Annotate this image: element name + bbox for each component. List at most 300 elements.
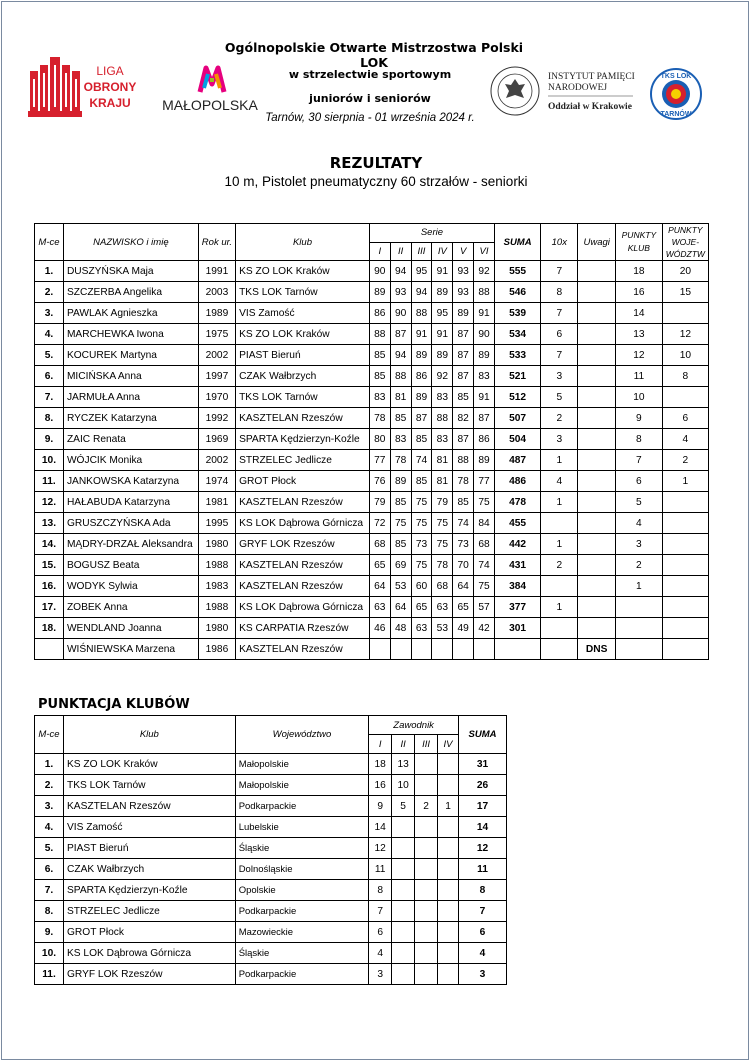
series-score-cell bbox=[453, 639, 474, 660]
col-region-points bbox=[662, 224, 708, 261]
club-cell: TKS LOK Tarnów bbox=[236, 282, 370, 303]
club-points-cell: 6 bbox=[616, 471, 663, 492]
club-cell: KS ZO LOK Kraków bbox=[236, 324, 370, 345]
club-points-cell: 2 bbox=[616, 555, 663, 576]
tens-cell: 4 bbox=[541, 471, 578, 492]
table-row bbox=[35, 471, 709, 492]
clubs-col-place: M-ce bbox=[35, 716, 64, 754]
table-row bbox=[35, 324, 709, 345]
notes-cell bbox=[578, 513, 616, 534]
year-cell: 1988 bbox=[198, 597, 235, 618]
club-cell: KS LOK Dąbrowa Górnicza bbox=[63, 943, 235, 964]
series-score-cell: 91 bbox=[474, 387, 495, 408]
series-score-cell: 83 bbox=[390, 429, 411, 450]
club-cell: PIAST Bieruń bbox=[236, 345, 370, 366]
series-score-cell: 74 bbox=[474, 555, 495, 576]
tens-cell: 8 bbox=[541, 282, 578, 303]
name-cell: JARMUŁA Anna bbox=[63, 387, 198, 408]
player-points-cell: 8 bbox=[369, 880, 392, 901]
place-cell: 8. bbox=[35, 901, 64, 922]
series-score-cell: 87 bbox=[453, 366, 474, 387]
table-row bbox=[35, 576, 709, 597]
series-score-cell: 42 bbox=[474, 618, 495, 639]
club-points-cell: 13 bbox=[616, 324, 663, 345]
player-points-cell bbox=[392, 901, 415, 922]
player-points-cell bbox=[438, 880, 459, 901]
series-score-cell: 60 bbox=[411, 576, 432, 597]
player-points-cell bbox=[392, 880, 415, 901]
sum-cell: 455 bbox=[494, 513, 540, 534]
table-row bbox=[35, 555, 709, 576]
club-points-cell: 8 bbox=[616, 429, 663, 450]
place-cell: 7. bbox=[35, 387, 64, 408]
tens-cell: 1 bbox=[541, 534, 578, 555]
club-cell: KASZTELAN Rzeszów bbox=[236, 555, 370, 576]
player-points-cell bbox=[415, 754, 438, 775]
col-series: Serie bbox=[369, 224, 494, 243]
player-points-cell bbox=[438, 964, 459, 985]
series-score-cell bbox=[474, 639, 495, 660]
sum-cell: 504 bbox=[494, 429, 540, 450]
player-points-cell: 16 bbox=[369, 775, 392, 796]
series-score-cell: 89 bbox=[432, 345, 453, 366]
sum-cell: 31 bbox=[459, 754, 507, 775]
club-cell: GRYF LOK Rzeszów bbox=[236, 534, 370, 555]
table-row bbox=[35, 775, 507, 796]
club-points-cell: 18 bbox=[616, 261, 663, 282]
player-points-cell bbox=[438, 838, 459, 859]
series-score-cell: 85 bbox=[453, 492, 474, 513]
club-cell: TKS LOK Tarnów bbox=[63, 775, 235, 796]
sum-cell: 533 bbox=[494, 345, 540, 366]
region-points-cell bbox=[662, 387, 708, 408]
club-cell: CZAK Wałbrzych bbox=[63, 859, 235, 880]
col-place: M-ce bbox=[35, 224, 64, 261]
sum-cell: 12 bbox=[459, 838, 507, 859]
place-cell: 16. bbox=[35, 576, 64, 597]
series-label-5: V bbox=[453, 242, 474, 261]
player-points-cell bbox=[415, 901, 438, 922]
region-points-cell: 4 bbox=[662, 429, 708, 450]
notes-cell bbox=[578, 555, 616, 576]
liga-obrony-kraju-logo bbox=[28, 57, 136, 117]
sum-cell: 26 bbox=[459, 775, 507, 796]
series-score-cell: 85 bbox=[369, 345, 390, 366]
club-cell: PIAST Bieruń bbox=[63, 838, 235, 859]
year-cell: 1992 bbox=[198, 408, 235, 429]
results-table bbox=[34, 223, 709, 660]
sum-cell: 8 bbox=[459, 880, 507, 901]
region-points-cell: 8 bbox=[662, 366, 708, 387]
name-cell: WODYK Sylwia bbox=[63, 576, 198, 597]
tens-cell: 7 bbox=[541, 303, 578, 324]
notes-cell bbox=[578, 408, 616, 429]
series-score-cell: 93 bbox=[453, 282, 474, 303]
series-score-cell: 53 bbox=[390, 576, 411, 597]
series-score-cell: 81 bbox=[432, 471, 453, 492]
series-score-cell: 77 bbox=[474, 471, 495, 492]
region-points-cell bbox=[662, 303, 708, 324]
club-points-cell bbox=[616, 618, 663, 639]
col-club: Klub bbox=[236, 224, 370, 261]
table-row bbox=[35, 345, 709, 366]
player-points-cell: 1 bbox=[438, 796, 459, 817]
name-cell: PAWLAK Agnieszka bbox=[63, 303, 198, 324]
series-score-cell: 95 bbox=[411, 261, 432, 282]
table-row bbox=[35, 943, 507, 964]
series-score-cell: 89 bbox=[432, 282, 453, 303]
name-cell: WIŚNIEWSKA Marzena bbox=[63, 639, 198, 660]
tens-cell: 6 bbox=[541, 324, 578, 345]
series-score-cell: 88 bbox=[432, 408, 453, 429]
series-score-cell: 82 bbox=[453, 408, 474, 429]
series-score-cell: 86 bbox=[411, 366, 432, 387]
club-cell: KASZTELAN Rzeszów bbox=[236, 408, 370, 429]
club-cell: KASZTELAN Rzeszów bbox=[236, 639, 370, 660]
col-sum: SUMA bbox=[494, 224, 540, 261]
place-cell: 12. bbox=[35, 492, 64, 513]
region-points-cell bbox=[662, 639, 708, 660]
liga-text: LIGA bbox=[96, 64, 124, 78]
place-cell: 4. bbox=[35, 817, 64, 838]
clubs-col-players: Zawodnik bbox=[369, 716, 459, 735]
notes-cell bbox=[578, 303, 616, 324]
notes-cell bbox=[578, 387, 616, 408]
results-heading: REZULTATY bbox=[329, 154, 423, 172]
series-score-cell bbox=[369, 639, 390, 660]
series-score-cell: 92 bbox=[474, 261, 495, 282]
kraju-text: KRAJU bbox=[89, 96, 131, 110]
series-score-cell: 79 bbox=[432, 492, 453, 513]
series-score-cell: 89 bbox=[474, 450, 495, 471]
tens-cell: 1 bbox=[541, 450, 578, 471]
year-cell: 1986 bbox=[198, 639, 235, 660]
region-points-cell bbox=[662, 555, 708, 576]
place-cell: 2. bbox=[35, 775, 64, 796]
club-cell: KASZTELAN Rzeszów bbox=[63, 796, 235, 817]
series-score-cell: 90 bbox=[390, 303, 411, 324]
series-score-cell: 91 bbox=[411, 324, 432, 345]
player-points-cell bbox=[438, 859, 459, 880]
sum-cell: 512 bbox=[494, 387, 540, 408]
tks-top-text: TKS LOK bbox=[660, 73, 692, 80]
malopolska-text: MAŁOPOLSKA bbox=[162, 97, 258, 113]
table-row bbox=[35, 597, 709, 618]
series-score-cell: 85 bbox=[411, 471, 432, 492]
place-cell: 9. bbox=[35, 922, 64, 943]
series-score-cell bbox=[390, 639, 411, 660]
tens-cell bbox=[541, 639, 578, 660]
club-cell: KASZTELAN Rzeszów bbox=[236, 492, 370, 513]
place-cell: 3. bbox=[35, 303, 64, 324]
club-cell: STRZELEC Jedlicze bbox=[236, 450, 370, 471]
table-row bbox=[35, 922, 507, 943]
series-score-cell: 63 bbox=[411, 618, 432, 639]
series-score-cell: 49 bbox=[453, 618, 474, 639]
club-points-cell: 4 bbox=[616, 513, 663, 534]
series-score-cell: 87 bbox=[453, 429, 474, 450]
series-score-cell: 69 bbox=[390, 555, 411, 576]
club-cell: KS CARPATIA Rzeszów bbox=[236, 618, 370, 639]
ipn-logo bbox=[488, 65, 638, 117]
club-points-cell: 16 bbox=[616, 282, 663, 303]
series-score-cell: 64 bbox=[390, 597, 411, 618]
series-score-cell: 88 bbox=[411, 303, 432, 324]
sum-cell: 431 bbox=[494, 555, 540, 576]
place-cell: 1. bbox=[35, 261, 64, 282]
club-cell: GROT Płock bbox=[63, 922, 235, 943]
series-score-cell: 74 bbox=[453, 513, 474, 534]
sum-cell: 14 bbox=[459, 817, 507, 838]
sum-cell: 534 bbox=[494, 324, 540, 345]
series-score-cell: 73 bbox=[453, 534, 474, 555]
series-score-cell: 75 bbox=[474, 492, 495, 513]
clubs-table bbox=[34, 715, 507, 985]
series-score-cell: 94 bbox=[411, 282, 432, 303]
club-cell: SPARTA Kędzierzyn-Koźle bbox=[63, 880, 235, 901]
series-score-cell: 75 bbox=[411, 492, 432, 513]
place-cell: 18. bbox=[35, 618, 64, 639]
player-points-cell bbox=[415, 817, 438, 838]
player-points-cell: 4 bbox=[369, 943, 392, 964]
series-score-cell: 87 bbox=[411, 408, 432, 429]
col-club-points bbox=[616, 224, 663, 261]
table-row bbox=[35, 261, 709, 282]
series-score-cell: 83 bbox=[474, 366, 495, 387]
region-points-cell: 12 bbox=[662, 324, 708, 345]
name-cell: JANKOWSKA Katarzyna bbox=[63, 471, 198, 492]
player-points-cell bbox=[438, 754, 459, 775]
event-title: Ogólnopolskie Otwarte Mistrzostwa Polski LOK bbox=[224, 40, 524, 70]
series-score-cell: 88 bbox=[369, 324, 390, 345]
series-score-cell: 90 bbox=[474, 324, 495, 345]
series-score-cell: 85 bbox=[390, 408, 411, 429]
name-cell: MĄDRY-DRZAŁ Aleksandra bbox=[63, 534, 198, 555]
notes-cell bbox=[578, 576, 616, 597]
region-cell: Śląskie bbox=[235, 943, 369, 964]
series-score-cell: 88 bbox=[453, 450, 474, 471]
player-label-1: I bbox=[369, 735, 392, 754]
player-points-cell bbox=[415, 964, 438, 985]
place-cell: 5. bbox=[35, 838, 64, 859]
sum-cell: 384 bbox=[494, 576, 540, 597]
results-subheading: 10 m, Pistolet pneumatyczny 60 strzałów - seniorki bbox=[224, 174, 528, 189]
year-cell: 1988 bbox=[198, 555, 235, 576]
notes-cell bbox=[578, 324, 616, 345]
region-points-cell bbox=[662, 597, 708, 618]
place-cell: 7. bbox=[35, 880, 64, 901]
table-row bbox=[35, 492, 709, 513]
player-points-cell bbox=[438, 901, 459, 922]
region-points-cell bbox=[662, 618, 708, 639]
year-cell: 1980 bbox=[198, 618, 235, 639]
player-label-4: IV bbox=[438, 735, 459, 754]
series-score-cell: 74 bbox=[411, 450, 432, 471]
series-score-cell: 80 bbox=[369, 429, 390, 450]
series-score-cell: 65 bbox=[453, 597, 474, 618]
region-points-cell: 15 bbox=[662, 282, 708, 303]
club-points-cell: 3 bbox=[616, 534, 663, 555]
region-points-cell bbox=[662, 513, 708, 534]
event-date: Tarnów, 30 sierpnia - 01 września 2024 r. bbox=[265, 112, 475, 124]
series-score-cell: 75 bbox=[432, 513, 453, 534]
player-points-cell bbox=[415, 943, 438, 964]
table-row bbox=[35, 817, 507, 838]
tens-cell: 1 bbox=[541, 492, 578, 513]
series-score-cell: 91 bbox=[432, 324, 453, 345]
region-cell: Podkarpackie bbox=[235, 901, 369, 922]
series-score-cell: 89 bbox=[390, 471, 411, 492]
region-points-cell: 1 bbox=[662, 471, 708, 492]
name-cell: GRUSZCZYŃSKA Ada bbox=[63, 513, 198, 534]
place-cell: 5. bbox=[35, 345, 64, 366]
series-score-cell: 85 bbox=[390, 534, 411, 555]
place-cell: 15. bbox=[35, 555, 64, 576]
series-score-cell: 57 bbox=[474, 597, 495, 618]
series-score-cell: 78 bbox=[369, 408, 390, 429]
place-cell: 9. bbox=[35, 429, 64, 450]
region-cell: Podkarpackie bbox=[235, 796, 369, 817]
club-points-cell: 5 bbox=[616, 492, 663, 513]
series-score-cell: 77 bbox=[369, 450, 390, 471]
place-cell: 11. bbox=[35, 964, 64, 985]
name-cell: WÓJCIK Monika bbox=[63, 450, 198, 471]
sum-cell: 4 bbox=[459, 943, 507, 964]
year-cell: 1975 bbox=[198, 324, 235, 345]
series-score-cell: 75 bbox=[474, 576, 495, 597]
series-score-cell: 83 bbox=[432, 387, 453, 408]
region-points-label-2: WOJE- bbox=[671, 237, 700, 247]
sum-cell: 442 bbox=[494, 534, 540, 555]
tens-cell: 2 bbox=[541, 408, 578, 429]
series-score-cell bbox=[432, 639, 453, 660]
ipn-line3: Oddział w Krakowie bbox=[548, 102, 632, 112]
year-cell: 1997 bbox=[198, 366, 235, 387]
player-points-cell bbox=[392, 964, 415, 985]
sum-cell: 521 bbox=[494, 366, 540, 387]
series-score-cell: 89 bbox=[369, 282, 390, 303]
series-score-cell: 90 bbox=[369, 261, 390, 282]
club-cell: VIS Zamość bbox=[63, 817, 235, 838]
club-cell: KS LOK Dąbrowa Górnicza bbox=[236, 597, 370, 618]
series-score-cell: 91 bbox=[474, 303, 495, 324]
clubs-col-sum: SUMA bbox=[459, 716, 507, 754]
series-score-cell: 76 bbox=[369, 471, 390, 492]
year-cell: 1989 bbox=[198, 303, 235, 324]
player-points-cell: 3 bbox=[369, 964, 392, 985]
notes-cell bbox=[578, 366, 616, 387]
sum-cell: 301 bbox=[494, 618, 540, 639]
name-cell: MARCHEWKA Iwona bbox=[63, 324, 198, 345]
series-score-cell: 85 bbox=[453, 387, 474, 408]
series-score-cell: 78 bbox=[432, 555, 453, 576]
place-cell: 8. bbox=[35, 408, 64, 429]
club-cell: GRYF LOK Rzeszów bbox=[63, 964, 235, 985]
table-row bbox=[35, 513, 709, 534]
notes-cell: DNS bbox=[578, 639, 616, 660]
series-score-cell: 64 bbox=[453, 576, 474, 597]
tens-cell: 1 bbox=[541, 597, 578, 618]
club-points-cell: 10 bbox=[616, 387, 663, 408]
series-score-cell: 88 bbox=[474, 282, 495, 303]
tens-cell: 5 bbox=[541, 387, 578, 408]
region-points-cell bbox=[662, 534, 708, 555]
sum-cell: 478 bbox=[494, 492, 540, 513]
series-score-cell: 86 bbox=[369, 303, 390, 324]
club-points-cell bbox=[616, 597, 663, 618]
sum-cell: 487 bbox=[494, 450, 540, 471]
event-categories: juniorów i seniorów bbox=[309, 92, 431, 105]
place-cell: 11. bbox=[35, 471, 64, 492]
series-score-cell bbox=[411, 639, 432, 660]
club-cell: KS LOK Dąbrowa Górnicza bbox=[236, 513, 370, 534]
region-cell: Dolnośląskie bbox=[235, 859, 369, 880]
series-score-cell: 94 bbox=[390, 261, 411, 282]
club-cell: KS ZO LOK Kraków bbox=[236, 261, 370, 282]
series-score-cell: 81 bbox=[390, 387, 411, 408]
place-cell: 2. bbox=[35, 282, 64, 303]
name-cell: DUSZYŃSKA Maja bbox=[63, 261, 198, 282]
event-discipline: w strzelectwie sportowym bbox=[288, 68, 452, 81]
name-cell: ZAIC Renata bbox=[63, 429, 198, 450]
region-points-cell: 20 bbox=[662, 261, 708, 282]
player-points-cell bbox=[415, 838, 438, 859]
club-points-cell bbox=[616, 639, 663, 660]
player-points-cell bbox=[392, 817, 415, 838]
place-cell: 17. bbox=[35, 597, 64, 618]
sum-cell bbox=[494, 639, 540, 660]
series-score-cell: 48 bbox=[390, 618, 411, 639]
clubs-heading: PUNKTACJA KLUBÓW bbox=[38, 697, 190, 712]
place-cell: 4. bbox=[35, 324, 64, 345]
player-points-cell: 12 bbox=[369, 838, 392, 859]
tens-cell bbox=[541, 618, 578, 639]
table-row bbox=[35, 429, 709, 450]
player-points-cell: 5 bbox=[392, 796, 415, 817]
tks-bottom-text: TARNÓW bbox=[660, 111, 692, 118]
series-score-cell: 79 bbox=[369, 492, 390, 513]
table-row bbox=[35, 859, 507, 880]
year-cell: 2003 bbox=[198, 282, 235, 303]
series-score-cell: 94 bbox=[390, 345, 411, 366]
series-score-cell: 70 bbox=[453, 555, 474, 576]
name-cell: MICIŃSKA Anna bbox=[63, 366, 198, 387]
col-notes: Uwagi bbox=[578, 224, 616, 261]
region-points-cell: 6 bbox=[662, 408, 708, 429]
year-cell: 2002 bbox=[198, 450, 235, 471]
player-points-cell: 9 bbox=[369, 796, 392, 817]
club-points-cell: 9 bbox=[616, 408, 663, 429]
table-row bbox=[35, 366, 709, 387]
region-cell: Lubelskie bbox=[235, 817, 369, 838]
place-cell: 10. bbox=[35, 943, 64, 964]
player-points-cell bbox=[415, 922, 438, 943]
series-label-4: IV bbox=[432, 242, 453, 261]
ipn-line2: NARODOWEJ bbox=[548, 83, 608, 93]
club-points-label-1: PUNKTY bbox=[621, 230, 657, 240]
tens-cell bbox=[541, 576, 578, 597]
region-points-cell bbox=[662, 576, 708, 597]
player-label-3: III bbox=[415, 735, 438, 754]
place-cell: 1. bbox=[35, 754, 64, 775]
series-score-cell: 93 bbox=[453, 261, 474, 282]
year-cell: 1970 bbox=[198, 387, 235, 408]
sum-cell: 3 bbox=[459, 964, 507, 985]
table-row bbox=[35, 754, 507, 775]
sum-cell: 6 bbox=[459, 922, 507, 943]
name-cell: KOCUREK Martyna bbox=[63, 345, 198, 366]
sum-cell: 11 bbox=[459, 859, 507, 880]
